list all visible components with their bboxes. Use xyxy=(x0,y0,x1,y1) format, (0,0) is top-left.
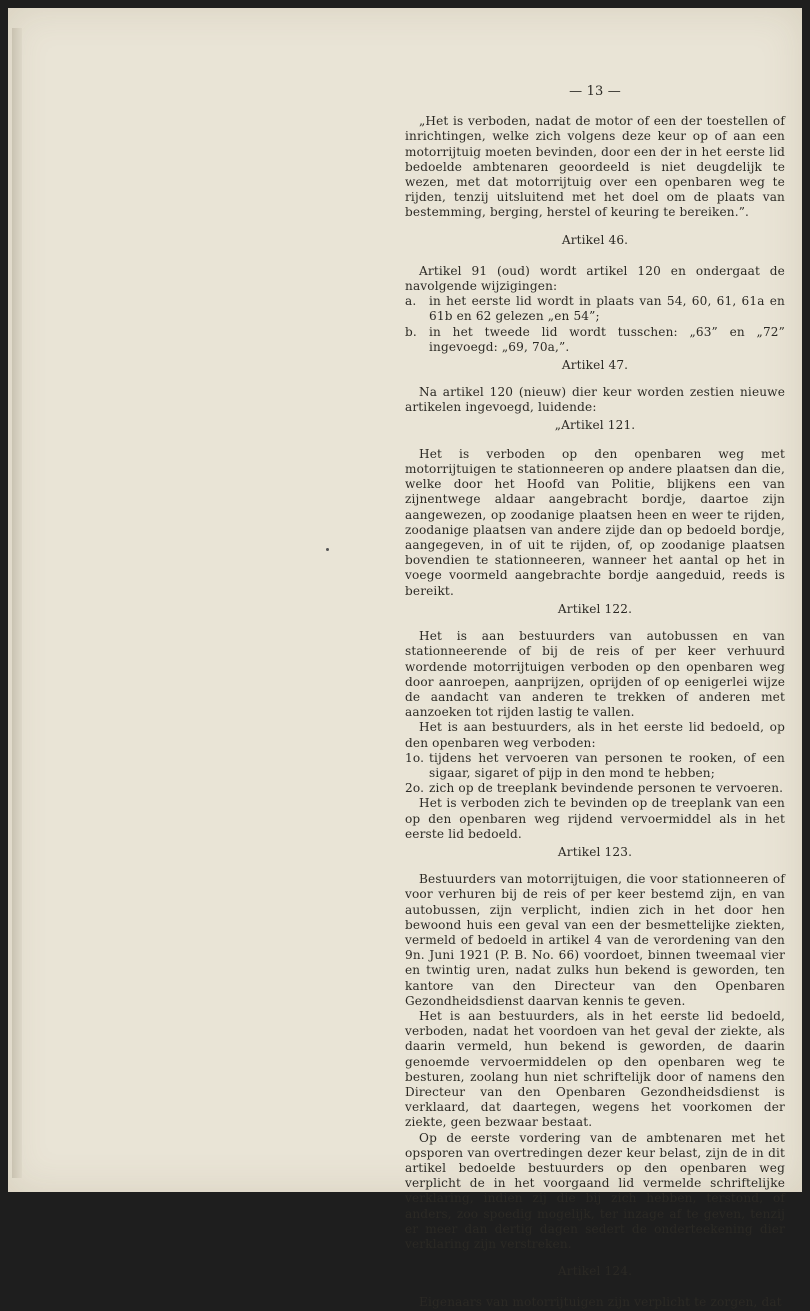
document-body xyxy=(405,84,785,1311)
paragraph-artikel-47: Na artikel 120 (nieuw) dier keur worden zestien nieuwe artikelen ingevoegd, luidende: xyxy=(405,385,785,415)
heading-artikel-121: „Artikel 121. xyxy=(554,417,636,432)
paragraph-artikel-122-2: Het is aan bestuurders, als in het eerste lid bedoeld, op den openbaren weg verboden: xyxy=(405,720,785,750)
list-item-a: a. in het eerste lid wordt in plaats van 54, 60, 61, 61a en 61b en 62 gelezen „en 54”; xyxy=(405,294,785,324)
heading-artikel-46: Artikel 46. xyxy=(561,232,629,247)
paragraph-artikel-121: Het is verboden op den openbaren weg met motorrijtuigen te stationneeren op andere plaatsen dan die, welke door het Hoofd van Politie, blijkens een van zijnentwege aldaar aangebracht bordje, daartoe zijn aangewezen, op zoodanige plaatsen heen en weer te rijden, zoodanige plaatsen van andere zijde dan op bedoeld bordje, aangegeven, in of uit te rijden, of, op zoodanige plaatsen bovendien te stationneeren, wanneer het aantal op het in voege voormeld aangebrachte bordje aangeduid, reeds is bereikt. xyxy=(405,446,785,598)
paragraph-artikel-124: Eigenaars van motorrijtuigen zijn verplicht te zorgen, dat xyxy=(419,1295,782,1310)
list-item-b: b. in het tweede lid wordt tusschen: „63” en „72” ingevoegd: „69, 70a,”. xyxy=(405,324,785,354)
binding-edge xyxy=(12,28,22,1178)
list-item-1o: 1o. tijdens het vervoeren van personen te rooken, of een sigaar, sigaret of pijp in den mond te hebben; xyxy=(405,750,785,780)
paragraph-artikel-122-3: Het is verboden zich te bevinden op de treeplank van een op den openbaren weg rijdend vervoermiddel als in het eerste lid bedoeld. xyxy=(405,796,785,841)
heading-artikel-122: Artikel 122. xyxy=(557,601,633,616)
document-page xyxy=(8,8,802,1310)
paragraph-artikel-123-2: Het is aan bestuurders, als in het eerste lid bedoeld, verboden, nadat het voordoen van het geval der ziekte, als daarin vermeld, hun bekend is geworden, de daarin genoemde vervoermiddelen op den openbaren weg te besturen, zoolang hun niet schriftelijk door of namens den Directeur van den Openbaren Gezondheidsdienst is verklaard, dat daartegen, wegens het voorkomen der ziekte, geen bezwaar bestaat. xyxy=(405,1008,785,1130)
paragraph-artikel-46: Artikel 91 (oud) wordt artikel 120 en ondergaat de navolgende wijzigingen: xyxy=(405,263,785,294)
list-item-2o: 2o. zich op de treeplank bevindende personen te vervoeren. xyxy=(405,781,784,796)
paragraph-quote-intro: „Het is verboden, nadat de motor of een der toestellen of inrichtingen, welke zich volgens deze keur op of aan een motorrijtuig moeten bevinden, door een der in het eerste lid bedoelde ambtenaren geoordeeld is niet deugdelijk te wezen, met dat motorrijtuig over een openbaren weg te rijden, tenzij uitsluitend met het doel om de plaats van bestemming, berging, herstel of keuring te bereiken.”. xyxy=(405,114,785,220)
heading-artikel-123: Artikel 123. xyxy=(557,844,633,859)
heading-artikel-124: Artikel 124. xyxy=(557,1264,633,1279)
paragraph-artikel-122-1: Het is aan bestuurders van autobussen en van stationneerende of bij de reis of per keer verhuurd wordende motorrijtuigen verboden op den openbaren weg door aanroepen, aanprijzen, oprijden of op eenigerlei wijze de aandacht van anderen te trekken of anderen met aanzoeken tot rijden lastig te vallen. xyxy=(405,629,785,720)
heading-artikel-47: Artikel 47. xyxy=(561,358,629,373)
paragraph-artikel-123-3: Op de eerste vordering van de ambtenaren met het opsporen van overtredingen dezer keur belast, zijn de in dit artikel bedoelde bestuurders op den openbaren weg verplicht de in het voorgaand lid vermelde schriftelijke verklaring, indien zij die bij zich hebben, terstond, of anders, zoo spoedig mogelijk, ter inzage af te geven, tenzij er meer dan dertig dagen sedert de onderteekening dier verklaring zijn verstreken. xyxy=(405,1130,785,1252)
page-number: — 13 — xyxy=(569,84,621,99)
paragraph-artikel-123-1: Bestuurders van motorrijtuigen, die voor stationneeren of voor verhuren bij de reis of per keer bestemd zijn, en van autobussen, zijn verplicht, indien zich in het door hen bewoond huis een geval van een der besmettelijke ziekten, vermeld of bedoeld in artikel 4 van de verordening van den 9n. Juni 1921 (P. B. No. 66) voordoet, binnen tweemaal vier en twintig uren, nadat zulks hun bekend is geworden, ten kantore van den Directeur van den Openbaren Gezondheidsdienst daarvan kennis te geven. xyxy=(405,872,785,1008)
ink-speck xyxy=(326,548,329,551)
